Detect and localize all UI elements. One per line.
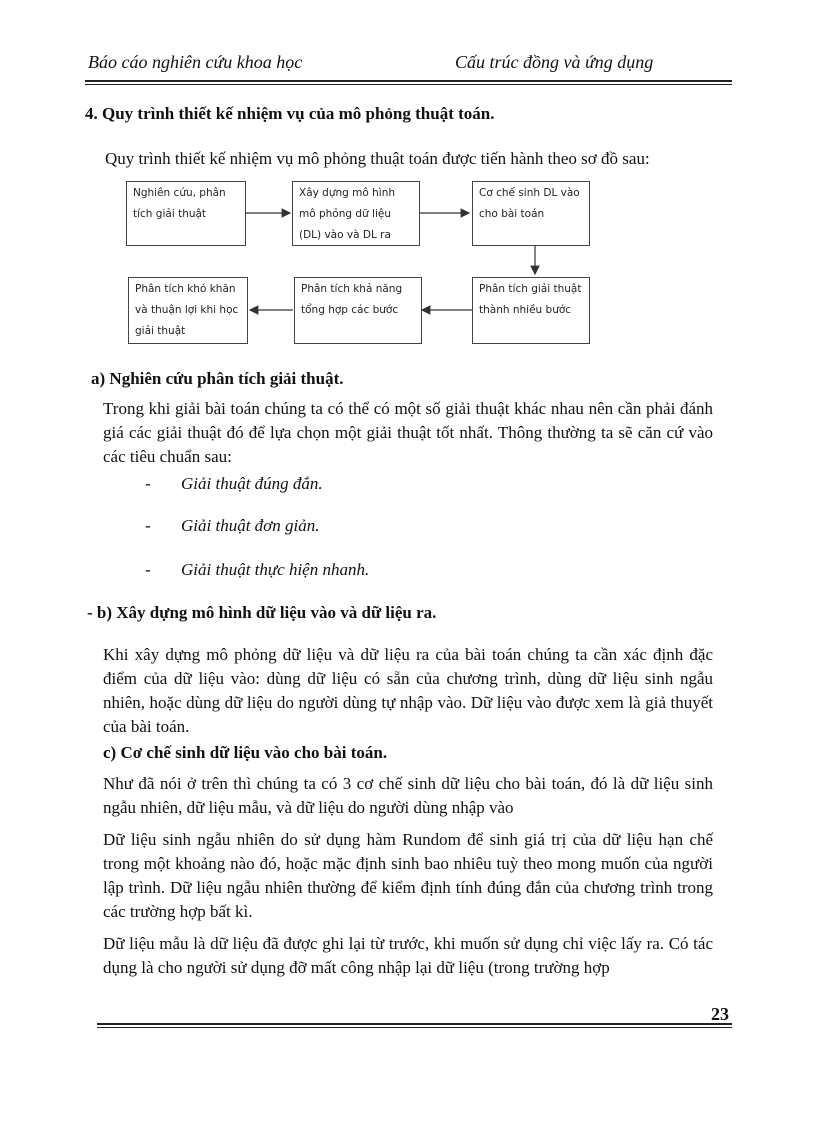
- section-b-title: - b) Xây dựng mô hình dữ liệu vào và dữ liệu ra.: [87, 603, 437, 622]
- bullet-text: Giải thuật đơn giản.: [181, 516, 320, 535]
- bullet-item: [145, 560, 369, 580]
- diagram-box-difficulties: Phân tích khó khăn và thuận lợi khi học giải thuật: [128, 277, 248, 344]
- section-c-paragraph-2: Dữ liệu sinh ngẫu nhiên do sử dụng hàm Rundom để sinh giá trị của dữ liệu hạn chế trong một khoảng nào đó, hoặc mặc định sinh bao nhiêu tuỳ theo mong muốn của người lập trình. Dữ liệu ngẫu nhiên thường để kiểm định tính đúng đắn của chương trình trong các trường hợp bất kì.: [103, 830, 713, 921]
- header-rule: [85, 80, 732, 82]
- section-c-title: c) Cơ chế sinh dữ liệu vào cho bài toán.: [103, 743, 388, 762]
- diagram-box-synthesis: Phân tích khả năng tổng hợp các bước: [294, 277, 422, 344]
- bullet-text: Giải thuật thực hiện nhanh.: [181, 560, 370, 579]
- section-4-intro: Quy trình thiết kế nhiệm vụ mô phỏng thuật toán được tiến hành theo sơ đồ sau:: [105, 149, 650, 168]
- footer-rule: [97, 1023, 732, 1025]
- section-c-paragraph-1: Như đã nói ở trên thì chúng ta có 3 cơ chế sinh dữ liệu cho bài toán, đó là dữ liệu sinh ngẫu nhiên, dữ liệu mẫu, và dữ liệu do người dùng nhập vào: [103, 774, 713, 817]
- header-rule-thin: [85, 84, 732, 85]
- diagram-box-data-generation: Cơ chế sinh DL vào cho bài toán: [472, 181, 590, 246]
- diagram-box-data-model: Xây dựng mô hình mô phỏng dữ liệu (DL) vào và DL ra: [292, 181, 420, 246]
- bullet-dash: -: [145, 560, 151, 579]
- section-c-paragraph-3: Dữ liệu mẫu là dữ liệu đã được ghi lại từ trước, khi muốn sử dụng chỉ việc lấy ra. Có tác dụng là cho người sử dụng đỡ mất công nhập lại dữ liệu (trong trường hợp: [103, 934, 713, 977]
- page-number: 23: [711, 1004, 729, 1024]
- section-4-title: 4. Quy trình thiết kế nhiệm vụ của mô phỏng thuật toán.: [85, 104, 495, 123]
- bullet-text: Giải thuật đúng đắn.: [181, 474, 323, 493]
- diagram-box-research: Nghiên cứu, phân tích giải thuật: [126, 181, 246, 246]
- footer-rule-thin: [97, 1027, 732, 1028]
- header-right: Cấu trúc đồng và ứng dụng: [455, 52, 654, 72]
- diagram-box-step-analysis: Phân tích giải thuật thành nhiều bước: [472, 277, 590, 344]
- bullet-dash: -: [145, 474, 151, 493]
- section-a-title: a) Nghiên cứu phân tích giải thuật.: [91, 369, 344, 388]
- bullet-dash: -: [145, 516, 151, 535]
- section-b-paragraph: Khi xây dựng mô phỏng dữ liệu và dữ liệu ra của bài toán chúng ta cần xác định đặc điểm của dữ liệu vào: dùng dữ liệu có sẵn của chương trình, dùng dữ liệu sinh ngẫu nhiên, hoặc dùng dữ liệu do người dùng tự nhập vào. Dữ liệu vào được xem là giả thuyết của bài toán.: [103, 645, 713, 736]
- bullet-item: [145, 516, 319, 536]
- bullet-item: [145, 474, 323, 494]
- header-left: Báo cáo nghiên cứu khoa học: [88, 52, 303, 72]
- section-a-paragraph: Trong khi giải bài toán chúng ta có thể có một số giải thuật khác nhau nên cần phải đánh giá các giải thuật đó để lựa chọn một giải thuật tốt nhất. Thông thường ta sẽ căn cứ vào các tiêu chuẩn sau:: [103, 399, 713, 466]
